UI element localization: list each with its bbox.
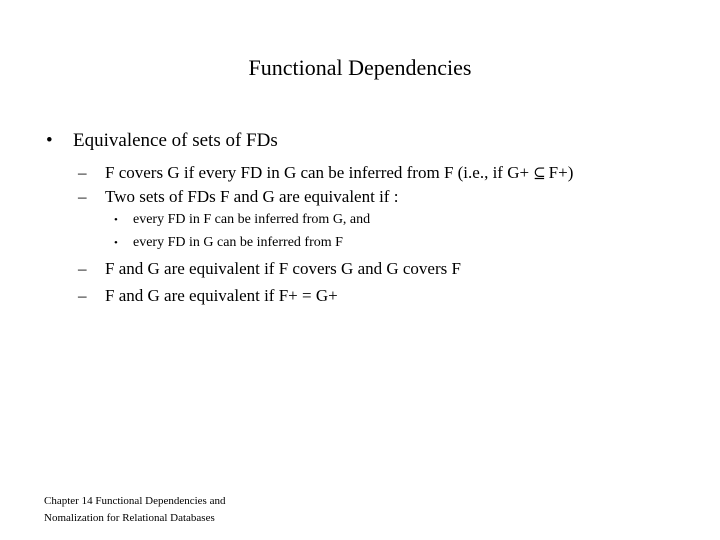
equiv-covers-text: F and G are equivalent if F covers G and G covers F: [105, 259, 461, 278]
sub-g-text: every FD in G can be inferred from F: [133, 235, 343, 250]
slide-footer: [44, 493, 225, 527]
footer-line-1: Chapter 14 Functional Dependencies and: [44, 495, 226, 507]
dash-marker: –: [78, 286, 87, 305]
small-bullet-marker: •: [114, 214, 118, 226]
dash-marker: –: [78, 259, 87, 278]
bullet-text: Equivalence of sets of FDs: [73, 130, 278, 151]
covers-text-before: F covers G if every FD in G can be inferred from F (i.e., if G+: [105, 163, 530, 182]
small-bullet-marker: •: [114, 237, 118, 249]
bullet-marker: •: [46, 130, 53, 151]
equivalent-if-text: Two sets of FDs F and G are equivalent if :: [105, 187, 399, 206]
sub-f-text: every FD in F can be inferred from G, and: [133, 212, 371, 227]
footer-line-2: Nomalization for Relational Databases: [44, 512, 215, 524]
subset-symbol: ⊆: [533, 164, 546, 182]
covers-text: [105, 162, 573, 184]
dash-marker: –: [78, 163, 87, 182]
slide-title: Functional Dependencies: [248, 55, 472, 80]
covers-text-after: F+): [548, 163, 574, 182]
dash-marker: –: [78, 187, 87, 206]
equiv-closure-text: F and G are equivalent if F+ = G+: [105, 286, 338, 305]
